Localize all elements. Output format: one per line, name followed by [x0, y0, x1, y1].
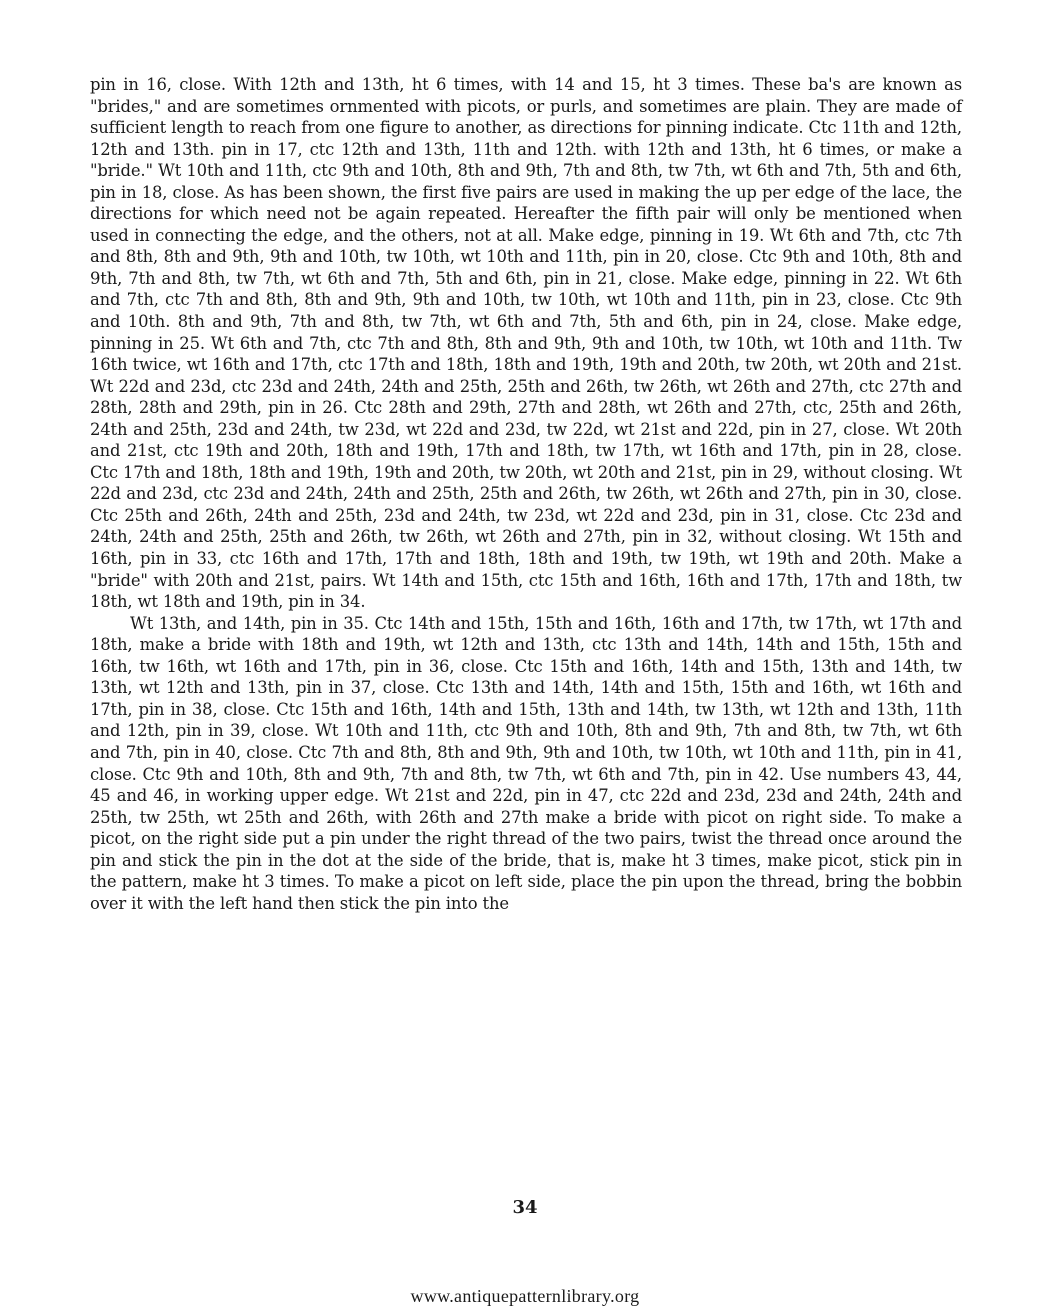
footer-url: www.antiquepatternlibrary.org [410, 1286, 640, 1306]
paragraph-1: pin in 16, close. With 12th and 13th, ht 6 times, with 14 and 15, ht 3 times. These ba's are known as "brides," and are sometimes ornmented with picots, or purls, and sometimes are plain. They are made of sufficient length to reach from one figure to another, as directions for pinning indicate. Ctc 11th and 12th, 12th and 13th. pin in 17, ctc 12th and 13th, 11th and 12th. with 12th and 13th, ht 6 times, or make a "bride." Wt 10th and 11th, ctc 9th and 10th, 8th and 9th, 7th and 8th, tw 7th, wt 6th and 7th, 5th and 6th, pin in 18, close. As has been shown, the first five pairs are used in making the up per edge of the lace, the directions for which need not be again repeated. Hereafter the fifth pair will only be mentioned when used in connecting the edge, and the others, not at all. Make edge, pinning in 19. Wt 6th and 7th, ctc 7th and 8th, 8th and 9th, 9th and 10th, tw 10th, wt 10th and 11th, pin in 20, close. Ctc 9th and 10th, 8th and 9th, 7th and 8th, tw 7th, wt 6th and 7th, 5th and 6th, pin in 21, close. Make edge, pinning in 22. Wt 6th and 7th, ctc 7th and 8th, 8th and 9th, 9th and 10th, tw 10th, wt 10th and 11th, pin in 23, close. Ctc 9th and 10th. 8th and 9th, 7th and 8th, tw 7th, wt 6th and 7th, 5th and 6th, pin in 24, close. Make edge, pinning in 25. Wt 6th and 7th, ctc 7th and 8th, 8th and 9th, 9th and 10th, tw 10th, wt 10th and 11th. Tw 16th twice, wt 16th and 17th, ctc 17th and 18th, 18th and 19th, 19th and 20th, tw 20th, wt 20th and 21st. Wt 22d and 23d, ctc 23d and 24th, 24th and 25th, 25th and 26th, tw 26th, wt 26th and 27th, ctc 27th and 28th, 28th and 29th, pin in 26. Ctc 28th and 29th, 27th and 28th, wt 26th and 27th, ctc, 25th and 26th, 24th and 25th, 23d and 24th, tw 23d, wt 22d and 23d, tw 22d, wt 21st and 22d, pin in 27, close. Wt 20th and 21st, ctc 19th and 20th, 18th and 19th, 17th and 18th, tw 17th, wt 16th and 17th, pin in 28, close. Ctc 17th and 18th, 18th and 19th, 19th and 20th, tw 20th, wt 20th and 21st, pin in 29, without closing. Wt 22d and 23d, ctc 23d and 24th, 24th and 25th, 25th and 26th, tw 26th, wt 26th and 27th, pin in 30, close. Ctc 25th and 26th, 24th and 25th, 23d and 24th, tw 23d, wt 22d and 23d, pin in 31, close. Ctc 23d and 24th, 24th and 25th, 25th and 26th, tw 26th, wt 26th and 27th, pin in 32, without closing. Wt 15th and 16th, pin in 33, ctc 16th and 17th, 17th and 18th, 18th and 19th, tw 19th, wt 19th and 20th. Make a "bride" with 20th and 21st, pairs. Wt 14th and 15th, ctc 15th and 16th, 16th and 17th, 17th and 18th, tw 18th, wt 18th and 19th, pin in 34. [90, 75, 962, 612]
page-number: 34 [512, 1197, 538, 1218]
page-body [90, 74, 962, 914]
paragraph-2: Wt 13th, and 14th, pin in 35. Ctc 14th and 15th, 15th and 16th, 16th and 17th, tw 17th, wt 17th and 18th, make a bride with 18th and 19th, wt 12th and 13th, ctc 13th and 14th, 14th and 15th, 15th and 16th, tw 16th, wt 16th and 17th, pin in 36, close. Ctc 15th and 16th, 14th and 15th, 13th and 14th, tw 13th, wt 12th and 13th, pin in 37, close. Ctc 13th and 14th, 14th and 15th, 15th and 16th, wt 16th and 17th, pin in 38, close. Ctc 15th and 16th, 14th and 15th, 13th and 14th, tw 13th, wt 12th and 13th, 11th and 12th, pin in 39, close. Wt 10th and 11th, ctc 9th and 10th, 8th and 9th, 7th and 8th, tw 7th, wt 6th and 7th, pin in 40, close. Ctc 7th and 8th, 8th and 9th, 9th and 10th, tw 10th, wt 10th and 11th, pin in 41, close. Ctc 9th and 10th, 8th and 9th, 7th and 8th, tw 7th, wt 6th and 7th, pin in 42. Use numbers 43, 44, 45 and 46, in working upper edge. Wt 21st and 22d, pin in 47, ctc 22d and 23d, 23d and 24th, 24th and 25th, tw 25th, wt 25th and 26th, with 26th and 27th make a bride with picot on right side. To make a picot, on the right side put a pin under the right thread of the two pairs, twist the thread once around the pin and stick the pin in the dot at the side of the bride, that is, make ht 3 times, make picot, stick pin in the pattern, make ht 3 times. To make a picot on left side, place the pin upon the thread, bring the bobbin over it with the left hand then stick the pin into the [90, 613, 962, 913]
